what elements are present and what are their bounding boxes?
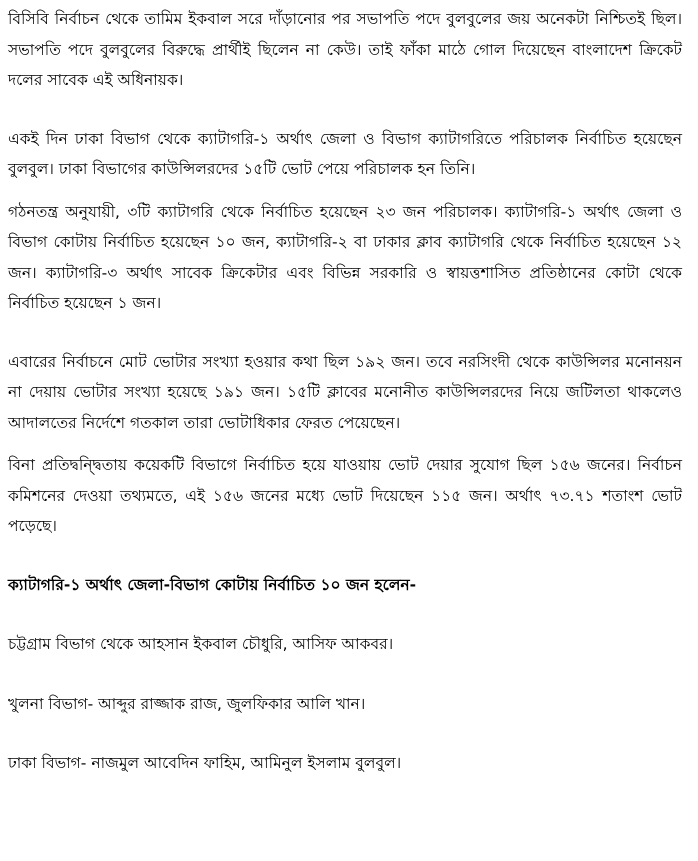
spacer [8,600,682,629]
paragraph-dhaka-division: একই দিন ঢাকা বিভাগ থেকে ক্যাটাগরি-১ অর্থাৎ জেলা ও বিভাগ ক্যাটাগরিতে পরিচালক নির্বাচিত হয়েছেন বুলবুল। ঢাকা বিভাগের কাউন্সিলরদের ১৫টি ভোট পেয়ে পরিচালক হন তিনি। [8,129,682,178]
section-heading: ক্যাটাগরি-১ অর্থাৎ জেলা-বিভাগ কোটায় নির্বাচিত ১০ জন হলেন- [8,575,417,594]
spacer [8,719,682,748]
paragraph-intro: বিসিবি নির্বাচন থেকে তামিম ইকবাল সরে দাঁড়ানোর পর সভাপতি পদে বুলবুলের জয় অনেকটা নিশ্চিতই ছিল। সভাপতি পদে বুলবুলের বিরুদ্ধে প্রার্থীই ছিলেন না কেউ। তাই ফাঁকা মাঠে গোল দিয়েছেন বাংলাদেশ ক্রিকেট দলের সাবেক এই অধিনায়ক। [8,10,682,89]
list-item-dhaka: ঢাকা বিভাগ- নাজমুল আবেদিন ফাহিম, আমিনুল ইসলাম বুলবুল। [8,754,402,772]
paragraph-turnout: বিনা প্রতিদ্বন্দ্বিতায় কয়েকটি বিভাগে নির্বাচিত হয়ে যাওয়ায় ভোট দেয়ার সুযোগ ছিল ১৫৬ জনের। নির্বাচন কমিশনের দেওয়া তথ্যমতে, এই ১৫৬ জনের মধ্যে ভোট দিয়েছেন ১১৫ জন। অর্থাৎ ৭৩.৭১ শতাংশ ভোট পড়েছে। [8,456,682,535]
spacer [8,185,682,197]
article-body [8,4,682,779]
spacer [8,319,682,347]
paragraph-constitution: গঠনতন্ত্র অনুযায়ী, ৩টি ক্যাটাগরি থেকে নির্বাচিত হয়েছেন ২৩ জন পরিচালক। ক্যাটাগরি-১ অর্থাৎ জেলা ও বিভাগ কোটায় নির্বাচিত হয়েছেন ১০ জন, ক্যাটাগরি-২ বা ঢাকার ক্লাব ক্যাটাগরি থেকে নির্বাচিত হয়েছেন ১২ জন। ক্যাটাগরি-৩ অর্থাৎ সাবেক ক্রিকেটার এবং বিভিন্ন সরকারি ও স্বায়ত্তশাসিত প্রতিষ্ঠানের কোটা থেকে নির্বাচিত হয়েছেন ১ জন। [8,202,682,312]
spacer [8,660,682,689]
list-item-chattogram: চট্টগ্রাম বিভাগ থেকে আহসান ইকবাল চৌধুরি, আসিফ আকবর। [8,635,394,653]
spacer [8,96,682,124]
spacer [8,438,682,450]
paragraph-voters: এবারের নির্বাচনে মোট ভোটার সংখ্যা হওয়ার কথা ছিল ১৯২ জন। তবে নরসিংদী থেকে কাউন্সিলর মনোনয়ন না দেয়ায় ভোটার সংখ্যা হয়েছে ১৯১ জন। ১৫টি ক্লাবের মনোনীত কাউন্সিলরদের নিয়ে জটিলতা থাকলেও আদালতের নির্দেশে গতকাল তারা ভোটাধিকার ফেরত পেয়েছেন। [8,352,682,432]
spacer [8,542,682,570]
list-item-khulna: খুলনা বিভাগ- আব্দুর রাজ্জাক রাজ, জুলফিকার আলি খান। [8,694,366,713]
